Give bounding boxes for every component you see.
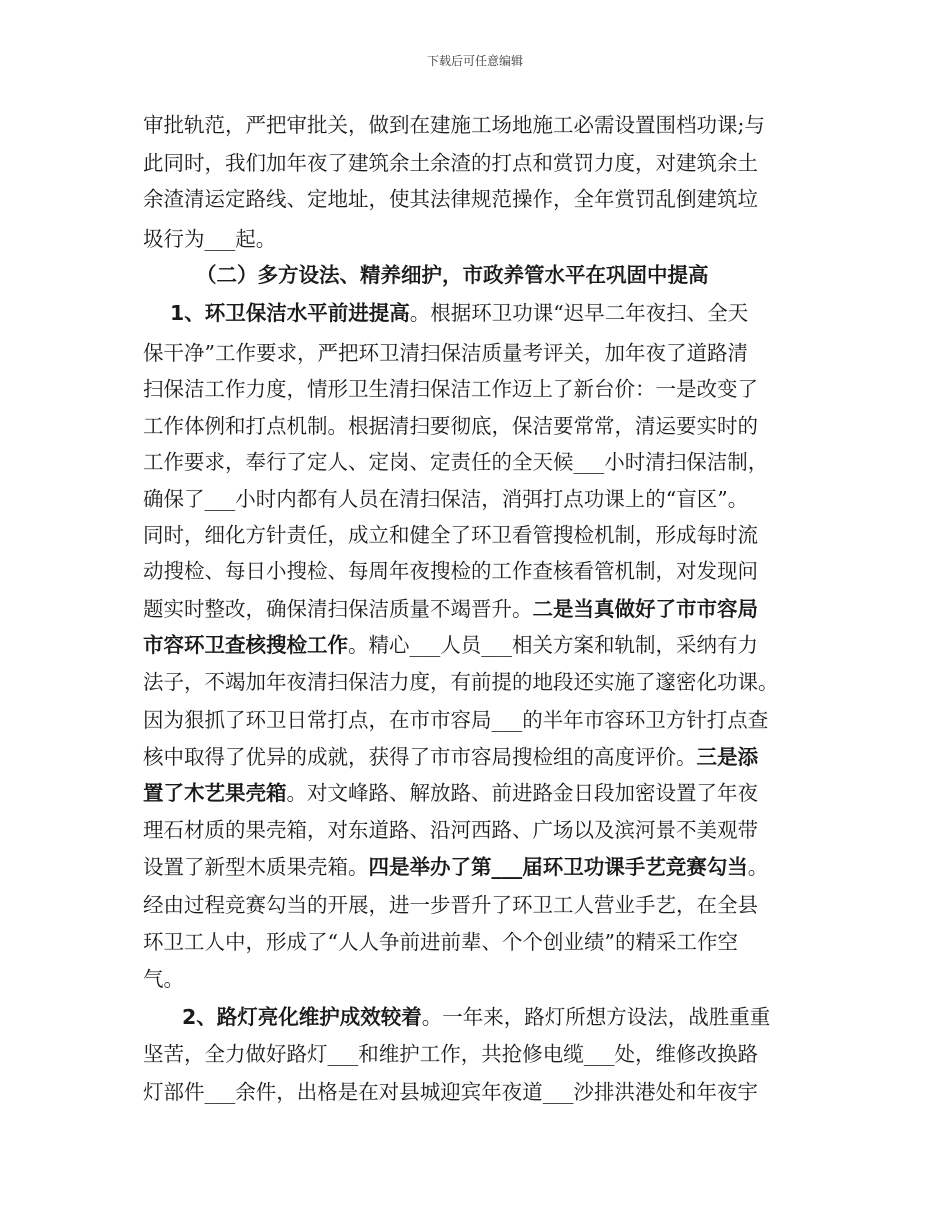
text-segment: 余渣清运定路线、定地址，使其法律规范操作，全年赏罚乱倒建筑垃	[143, 187, 758, 211]
page-header: 下载后可任意编辑	[426, 54, 523, 68]
text-line	[143, 592, 758, 626]
text-line	[143, 740, 758, 774]
bold-text-segment: 四是举办了第___届环卫功课手艺竞赛勾当	[368, 855, 748, 879]
text-segment: 气。	[143, 967, 184, 991]
text-line	[143, 1037, 758, 1071]
text-segment: 环卫工人中，形成了“人人争前进前辈、个个创业绩”的精采工作空	[143, 930, 738, 954]
bold-text-segment: 1、环卫保洁水平前进提高	[170, 301, 410, 325]
text-line	[143, 518, 758, 552]
bold-text-segment: 市容环卫查核搜检工作	[143, 633, 348, 657]
text-segment: 同时，细化方针责任，成立和健全了环卫看管搜检机制，形成每时流	[143, 523, 758, 547]
bold-text-segment: 2、路灯亮化维护成效较着	[182, 1005, 422, 1029]
text-segment: 。	[747, 855, 769, 879]
text-segment: 扫保洁工作力度，情形卫生清扫保洁工作迈上了新台价：一是改变了	[143, 377, 758, 401]
text-line	[143, 336, 748, 370]
text-line	[143, 813, 758, 847]
text-line	[143, 108, 765, 142]
text-segment: 法子，不竭加年夜清扫保洁力度，有前提的地段还实施了邃密化功课。	[143, 670, 779, 694]
text-line	[170, 296, 748, 330]
text-line	[182, 1000, 770, 1034]
text-segment: 经由过程竞赛勾当的开展，进一步晋升了环卫工人营业手艺，在全县	[143, 893, 758, 917]
text-line	[143, 925, 738, 959]
text-segment: 灯部件___余件，出格是在对县城迎宾年夜道___沙排洪港处和年夜宇	[143, 1080, 758, 1104]
text-line	[143, 182, 758, 216]
text-line	[196, 258, 709, 292]
text-segment: 确保了___小时内都有人员在清扫保洁，消弭打点功课上的“盲区”。	[143, 487, 749, 511]
text-line	[143, 482, 748, 516]
text-line	[143, 146, 758, 180]
text-line	[143, 628, 758, 662]
text-segment: 圾行为___起。	[143, 227, 277, 251]
text-segment: 工作体例和打点机制。根据清扫要彻底，保洁要常常，清运要实时的	[143, 414, 758, 438]
text-segment: 。一年来，路灯所想方设法，战胜重重	[421, 1005, 771, 1029]
text-line	[143, 665, 779, 699]
text-segment: 理石材质的果壳箱，对东道路、沿河西路、广场以及滨河景不美观带	[143, 818, 758, 842]
bold-text-segment: 置了木艺果壳箱	[143, 781, 287, 805]
text-line	[143, 850, 768, 884]
text-line	[143, 372, 758, 406]
text-line	[143, 962, 184, 996]
text-segment: 工作要求，奉行了定人、定岗、定责任的全天候___小时清扫保洁制，	[143, 450, 769, 474]
text-line	[143, 703, 768, 737]
text-line	[143, 1075, 758, 1109]
text-segment: 因为狠抓了环卫日常打点，在市市容局___的半年市容环卫方针打点查	[143, 708, 769, 732]
bold-text-segment: 二是当真做好了市市容局	[532, 597, 758, 621]
text-line	[143, 222, 276, 256]
text-segment: 坚苦，全力做好路灯___和维护工作，共抢修电缆___处，维修改换路	[143, 1042, 758, 1066]
text-segment: 此同时，我们加年夜了建筑余土余渣的打点和赏罚力度，对建筑余土	[143, 151, 758, 175]
bold-text-segment: （二）多方设法、精养细护，市政养管水平在巩固中提高	[196, 263, 709, 287]
text-segment: 动搜检、每日小搜检、每周年夜搜检的工作查核看管机制，对发现问	[143, 559, 758, 583]
text-segment: 设置了新型木质果壳箱。	[143, 855, 369, 879]
text-segment: 。根据环卫功课“迟早二年夜扫、全天	[409, 301, 749, 325]
text-line	[143, 409, 758, 443]
text-line	[143, 776, 758, 810]
text-segment: 题实时整改，确保清扫保洁质量不竭晋升。	[143, 597, 533, 621]
text-segment: 审批轨范，严把审批关，做到在建施工场地施工必需设置围档功课;与	[143, 113, 765, 137]
bold-text-segment: 三是添	[696, 745, 758, 769]
text-segment: 核中取得了优异的成就，获得了市市容局搜检组的高度评价。	[143, 745, 697, 769]
text-segment: 保干净”工作要求，严把环卫清扫保洁质量考评关，加年夜了道路清	[143, 341, 748, 365]
text-line	[143, 445, 768, 479]
text-line	[143, 888, 758, 922]
text-segment: 。精心___人员___相关方案和轨制，采纳有力	[348, 633, 758, 657]
text-segment: 。对文峰路、解放路、前进路金日段加密设置了年夜	[286, 781, 758, 805]
text-line	[143, 554, 758, 588]
